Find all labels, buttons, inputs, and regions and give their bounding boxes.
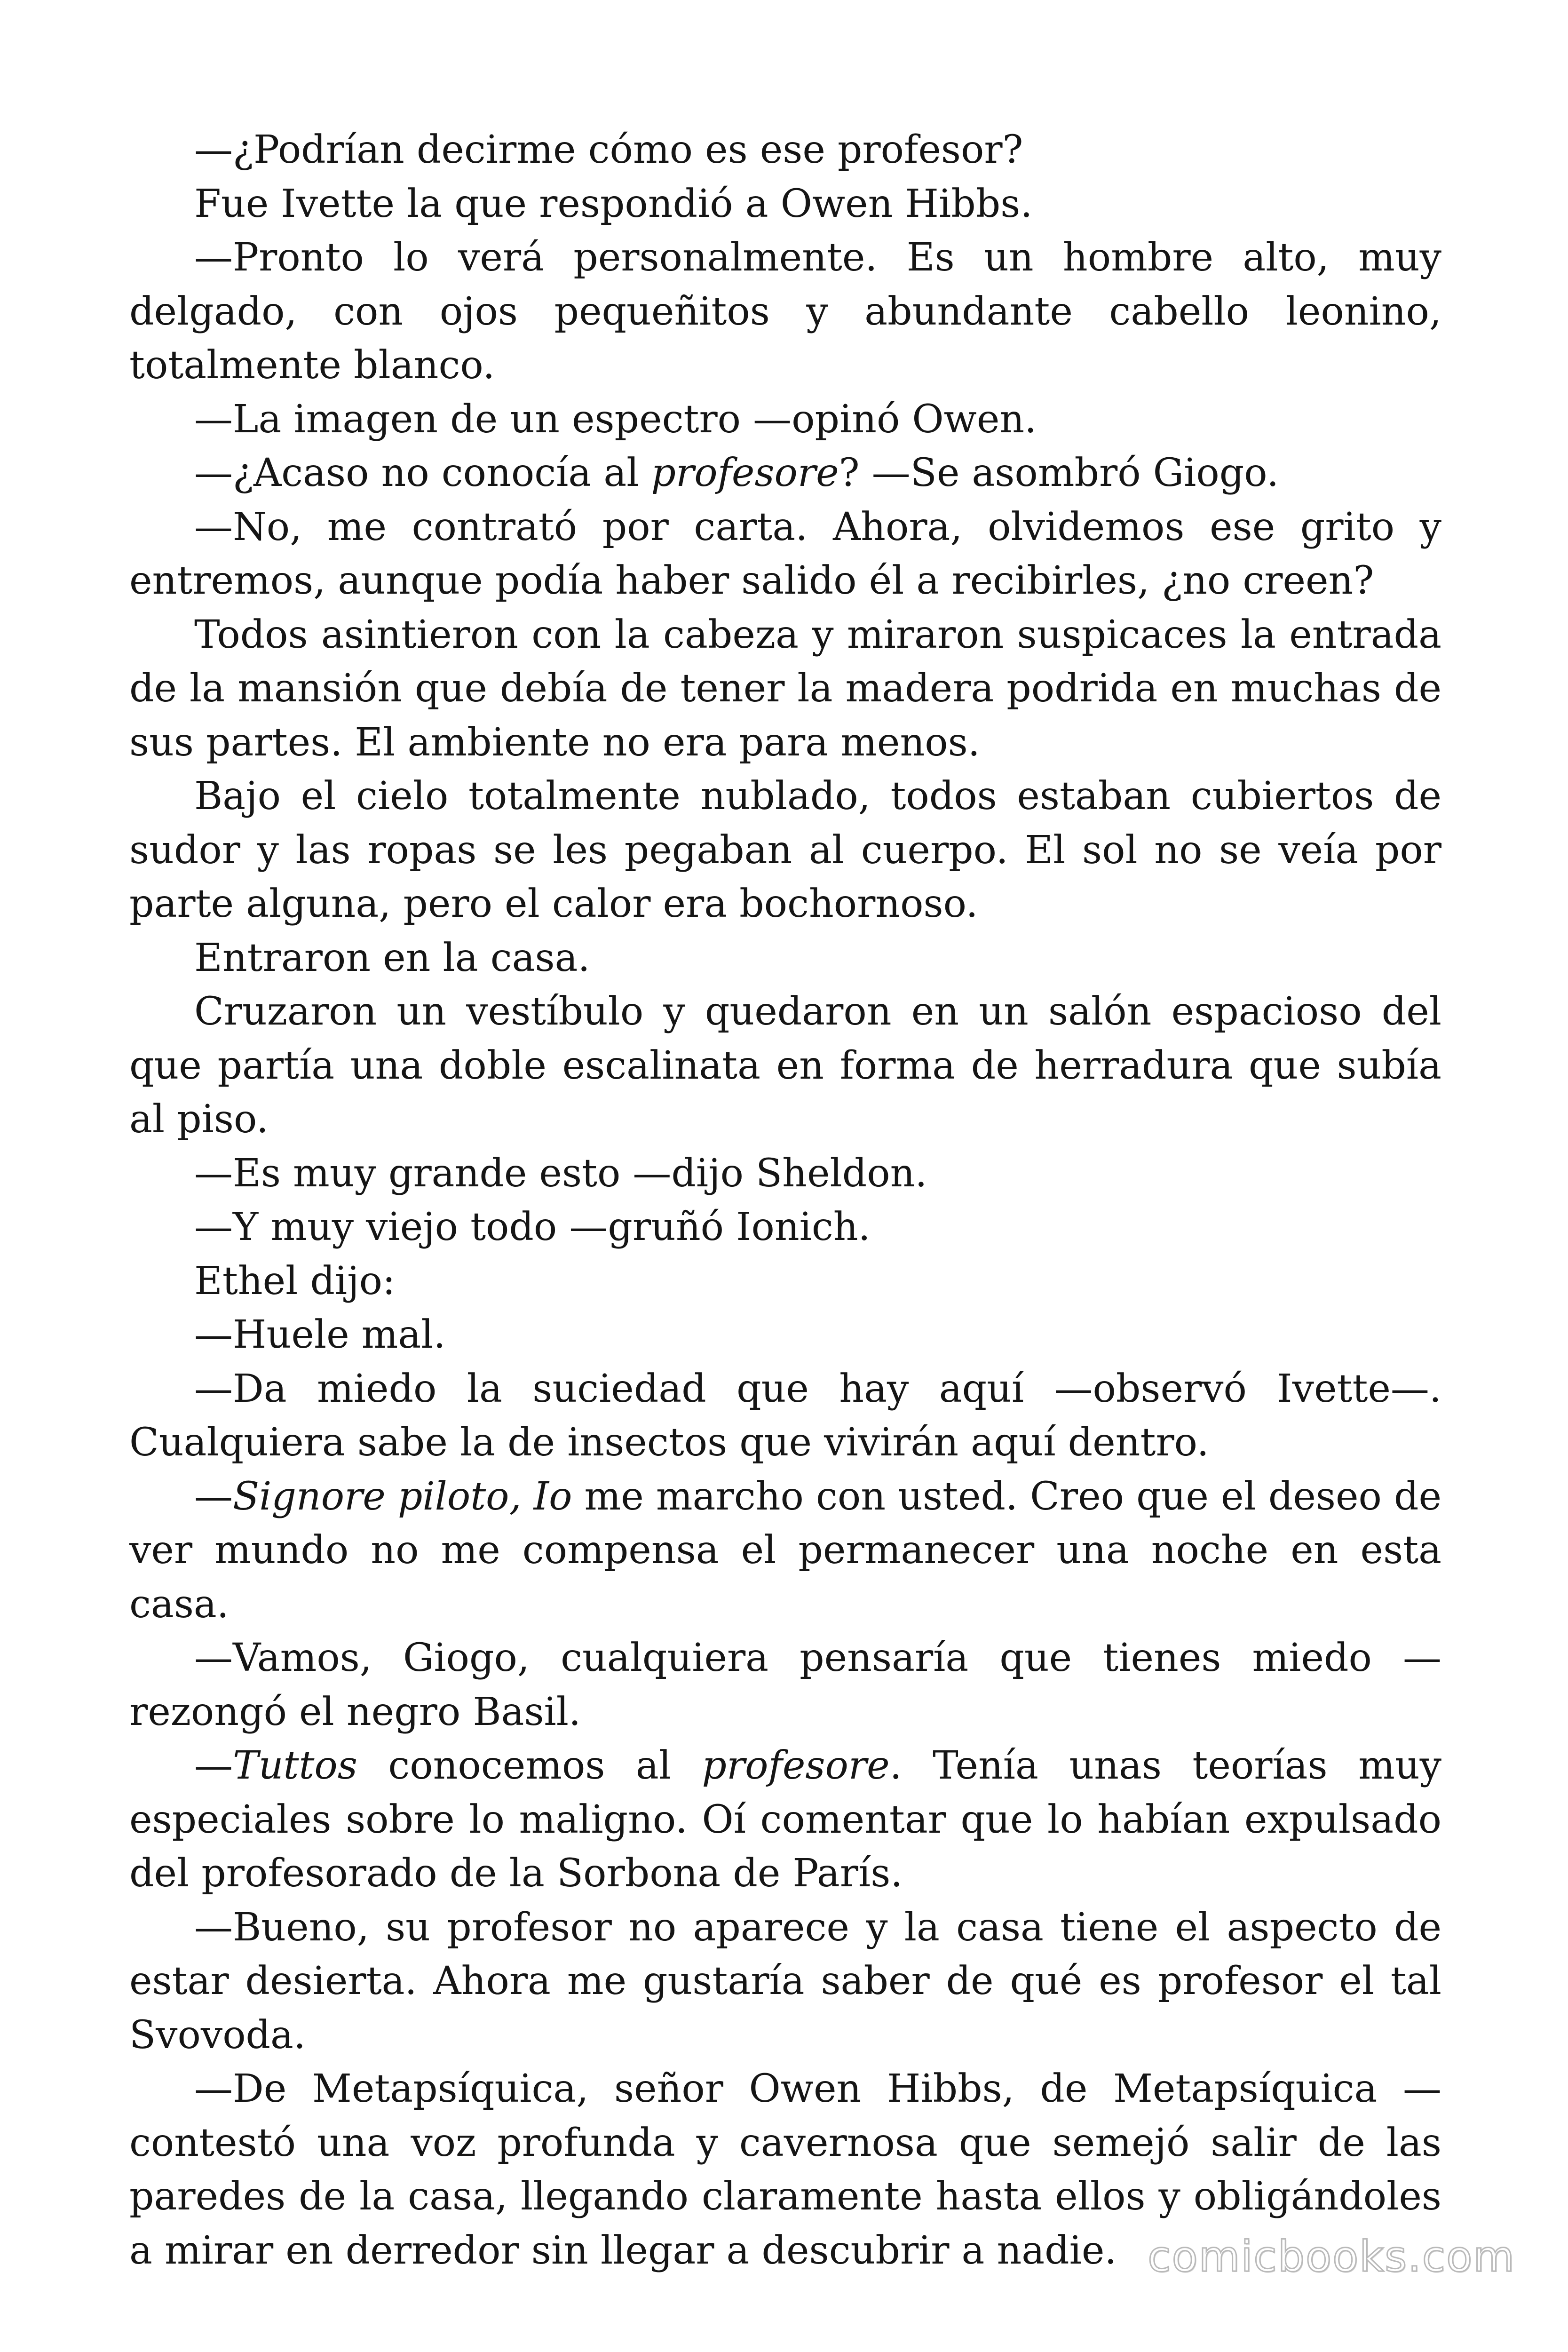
- paragraph: [129, 1308, 1441, 1362]
- text-run: ? —Se asombró Giogo.: [839, 451, 1279, 495]
- paragraph: [129, 1200, 1441, 1255]
- text-run: —Es muy grande esto —dijo Sheldon.: [194, 1151, 927, 1196]
- text-run: —Da miedo la suciedad que hay aquí —observó Ivette—. Cualquiera sabe la de insectos que vivirán aquí dentro.: [129, 1366, 1441, 1465]
- paragraph: [129, 501, 1441, 608]
- text-run: Ethel dijo:: [194, 1258, 396, 1303]
- text-run: —Vamos, Giogo, cualquiera pensaría que tienes miedo —rezongó el negro Basil.: [129, 1636, 1441, 1734]
- paragraph: [129, 1147, 1441, 1201]
- paragraph: [129, 1470, 1441, 1632]
- text-run: —No, me contrató por carta. Ahora, olvidemos ese grito y entremos, aunque podía haber salido él a recibirles, ¿no creen?: [129, 504, 1441, 603]
- italic-text-run: Tuttos: [233, 1743, 357, 1788]
- paragraph: [129, 123, 1441, 177]
- italic-text-run: Signore piloto, Io: [233, 1474, 572, 1519]
- watermark-logo: comicbooks.com: [1148, 2232, 1515, 2281]
- paragraph: [129, 985, 1441, 1147]
- paragraph: [129, 231, 1441, 393]
- text-run: . Tenía unas teorías muy especiales sobre lo maligno. Oí comentar que lo habían expulsado del profesorado de la Sorbona de París.: [129, 1743, 1441, 1896]
- text-run: —De Metapsíquica, señor Owen Hibbs, de Metapsíquica —contestó una voz profunda y cavernosa que semejó salir de las paredes de la casa, llegando claramente hasta ellos y obligándoles a mirar en derredor sin llegar a descubrir a nadie.: [129, 2066, 1441, 2273]
- text-run: Fue Ivette la que respondió a Owen Hibbs.: [194, 181, 1033, 226]
- text-run: —: [194, 1743, 233, 1788]
- paragraph: [129, 1255, 1441, 1309]
- paragraph: [129, 177, 1441, 231]
- paragraph: [129, 1362, 1441, 1470]
- text-run: —Y muy viejo todo —gruñó Ionich.: [194, 1205, 871, 1249]
- paragraph: [129, 770, 1441, 931]
- italic-text-run: profesore: [651, 451, 839, 495]
- text-run: —: [194, 1474, 233, 1519]
- paragraph: [129, 393, 1441, 447]
- paragraph: [129, 931, 1441, 985]
- text-run: Entraron en la casa.: [194, 935, 590, 980]
- paragraph: [129, 446, 1441, 501]
- text-run: me marcho con usted. Creo que el deseo de ver mundo no me compensa el permanecer una noche en esta casa.: [129, 1474, 1441, 1627]
- paragraph: [129, 1631, 1441, 1739]
- text-run: —Huele mal.: [194, 1312, 446, 1357]
- paragraph: [129, 1901, 1441, 2063]
- text-run: Cruzaron un vestíbulo y quedaron en un salón espacioso del que partía una doble escalinata en forma de herradura que subía al piso.: [129, 989, 1441, 1142]
- italic-text-run: profesore: [702, 1743, 890, 1788]
- paragraph: [129, 1739, 1441, 1901]
- text-run: Bajo el cielo totalmente nublado, todos estaban cubiertos de sudor y las ropas se les pegaban al cuerpo. El sol no se veía por parte alguna, pero el calor era bochornoso.: [129, 774, 1441, 926]
- text-run: —Pronto lo verá personalmente. Es un hombre alto, muy delgado, con ojos pequeñitos y abundante cabello leonino, totalmente blanco.: [129, 235, 1441, 388]
- text-run: —La imagen de un espectro —opinó Owen.: [194, 397, 1037, 442]
- text-run: —Bueno, su profesor no aparece y la casa tiene el aspecto de estar desierta. Ahora me gustaría saber de qué es profesor el tal Svovoda.: [129, 1905, 1441, 2058]
- text-run: Todos asintieron con la cabeza y miraron suspicaces la entrada de la mansión que debía de tener la madera podrida en muchas de sus partes. El ambiente no era para menos.: [129, 612, 1441, 765]
- text-run: —¿Acaso no conocía al: [194, 451, 651, 495]
- text-run: —¿Podrían decirme cómo es ese profesor?: [194, 127, 1023, 172]
- paragraph: [129, 608, 1441, 770]
- book-page-text: [129, 123, 1441, 2278]
- text-run: conocemos al: [357, 1743, 702, 1788]
